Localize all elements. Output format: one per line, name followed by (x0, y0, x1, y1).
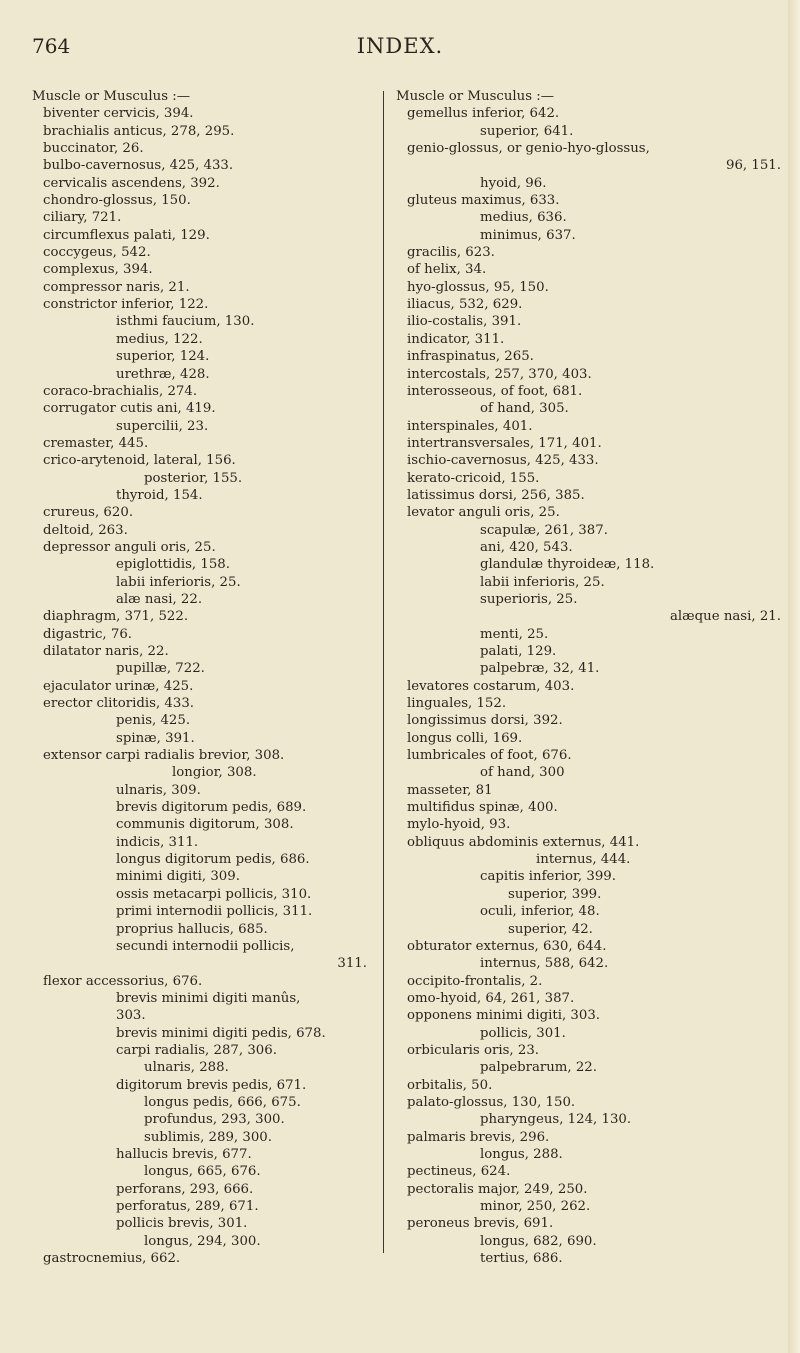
index-entry: kerato-cricoid, 155. (407, 470, 540, 486)
index-entry: ciliary, 721. (43, 210, 122, 226)
index-entry: constrictor inferior, 122. (43, 297, 209, 313)
index-entry: minimus, 637. (480, 227, 576, 243)
index-entry: longus pedis, 666, 675. (144, 1094, 301, 1110)
index-entry: superior, 42. (508, 921, 593, 937)
index-entry: pectineus, 624. (407, 1164, 511, 1180)
index-entry: multifidus spinæ, 400. (407, 800, 558, 816)
index-entry: epiglottidis, 158. (116, 557, 230, 573)
index-entry: labii inferioris, 25. (116, 574, 241, 590)
index-entry: hallucis brevis, 677. (116, 1146, 252, 1162)
index-entry: interosseous, of foot, 681. (407, 383, 583, 399)
index-entry: superior, 124. (116, 349, 210, 365)
index-entry: palmaris brevis, 296. (407, 1129, 550, 1145)
index-entry: intertransversales, 171, 401. (407, 435, 602, 451)
index-entry: ejaculator urinæ, 425. (43, 678, 194, 694)
index-entry: medius, 122. (116, 331, 203, 347)
index-entry: digitorum brevis pedis, 671. (116, 1077, 307, 1093)
index-entry: interspinales, 401. (407, 418, 533, 434)
index-entry: crico-arytenoid, lateral, 156. (43, 453, 236, 469)
index-entry: superior, 641. (480, 123, 574, 139)
index-entry: pollicis, 301. (480, 1025, 566, 1041)
index-entry: flexor accessorius, 676. (43, 973, 203, 989)
index-entry: buccinator, 26. (43, 141, 144, 157)
index-entry: chondro-glossus, 150. (43, 193, 191, 209)
index-entry: of helix, 34. (407, 262, 487, 278)
index-entry: alæque nasi, 21. (669, 609, 781, 625)
index-column-right (396, 88, 791, 1267)
index-entry: coraco-brachialis, 274. (43, 383, 198, 399)
index-entry: deltoid, 263. (43, 522, 128, 538)
index-entry: longissimus dorsi, 392. (407, 713, 563, 729)
page-number: 764 (32, 34, 71, 58)
index-entry: communis digitorum, 308. (116, 817, 294, 833)
index-entry: spinæ, 391. (116, 730, 195, 746)
index-entry: hyoid, 96. (480, 175, 547, 191)
index-entry: hyo-glossus, 95, 150. (407, 279, 549, 295)
index-entry: medius, 636. (480, 210, 567, 226)
index-entry: pharyngeus, 124, 130. (480, 1112, 632, 1128)
index-entry: glandulæ thyroideæ, 118. (480, 557, 655, 573)
index-entry: longus, 665, 676. (144, 1164, 261, 1180)
index-entry: 96, 151. (726, 158, 781, 174)
index-entry: gastrocnemius, 662. (43, 1251, 181, 1267)
index-entry: extensor carpi radialis brevior, 308. (43, 748, 285, 764)
index-entry: opponens minimi digiti, 303. (407, 1008, 601, 1024)
index-entry: perforans, 293, 666. (116, 1181, 254, 1197)
index-entry: labii inferioris, 25. (480, 574, 605, 590)
index-entry: 303. (116, 1008, 146, 1024)
index-entry: dilatator naris, 22. (43, 644, 169, 659)
column-divider (383, 91, 384, 1253)
index-entry: obturator externus, 630, 644. (407, 938, 607, 954)
index-entry: palati, 129. (480, 644, 557, 659)
index-entry: peroneus brevis, 691. (407, 1216, 554, 1232)
index-entry: of hand, 300 (480, 765, 565, 781)
index-entry: gluteus maximus, 633. (407, 193, 560, 209)
index-entry: corrugator cutis ani, 419. (43, 401, 216, 417)
index-entry: orbitalis, 50. (407, 1077, 493, 1093)
index-entry: internus, 588, 642. (480, 956, 609, 972)
index-entry: profundus, 293, 300. (144, 1112, 285, 1128)
index-entry: carpi radialis, 287, 306. (116, 1042, 277, 1058)
index-entry: alæ nasi, 22. (116, 591, 203, 607)
index-entry: complexus, 394. (43, 262, 153, 278)
index-entry: mylo-hyoid, 93. (407, 817, 511, 833)
index-entry: lumbricales of foot, 676. (407, 748, 572, 764)
index-entry: iliacus, 532, 629. (407, 297, 523, 313)
index-entry: crureus, 620. (43, 505, 134, 521)
index-entry: pupillæ, 722. (116, 661, 205, 677)
index-entry: orbicularis oris, 23. (407, 1042, 540, 1058)
index-entry: superioris, 25. (480, 591, 578, 607)
index-entry: depressor anguli oris, 25. (43, 539, 216, 555)
index-entry: compressor naris, 21. (43, 279, 190, 295)
index-entry: Muscle or Musculus :— (32, 89, 191, 104)
index-entry: circumflexus palati, 129. (43, 227, 210, 243)
index-entry: 311. (337, 956, 367, 972)
index-entry: proprius hallucis, 685. (116, 921, 268, 937)
index-entry: linguales, 152. (407, 696, 507, 712)
index-entry: omo-hyoid, 64, 261, 387. (407, 990, 575, 1006)
index-entry: masseter, 81 (407, 782, 493, 798)
index-entry: ulnaris, 309. (116, 782, 201, 798)
index-entry: isthmi faucium, 130. (116, 314, 255, 330)
index-entry: palato-glossus, 130, 150. (407, 1094, 576, 1110)
index-entry: infraspinatus, 265. (407, 349, 534, 365)
index-entry: obliquus abdominis externus, 441. (407, 834, 640, 850)
index-column-left (32, 88, 377, 1267)
index-entry: longus digitorum pedis, 686. (116, 852, 310, 868)
index-entry: genio-glossus, or genio-hyo-glossus, (407, 141, 650, 157)
index-entry: digastric, 76. (43, 626, 133, 642)
index-entry: cremaster, 445. (43, 435, 149, 451)
index-entry: brachialis anticus, 278, 295. (43, 123, 235, 139)
index-entry: longior, 308. (172, 765, 257, 781)
index-entry: longus, 294, 300. (144, 1233, 261, 1249)
index-entry: palpebræ, 32, 41. (480, 661, 600, 677)
index-entry: longus, 288. (480, 1146, 563, 1162)
index-entry: thyroid, 154. (116, 487, 203, 503)
index-entry: of hand, 305. (480, 401, 569, 417)
index-entry: oculi, inferior, 48. (480, 904, 600, 920)
index-entry: brevis minimi digiti pedis, 678. (116, 1025, 326, 1041)
page-title: INDEX. (356, 34, 444, 58)
index-entry: pectoralis major, 249, 250. (407, 1181, 588, 1197)
index-entry: indicator, 311. (407, 331, 505, 347)
index-entry: Muscle or Musculus :— (396, 89, 555, 104)
index-entry: longus, 682, 690. (480, 1233, 597, 1249)
index-entry: intercostals, 257, 370, 403. (407, 366, 592, 382)
index-entry: levator anguli oris, 25. (407, 505, 560, 521)
index-entry: supercilii, 23. (116, 418, 209, 434)
index-entry: biventer cervicis, 394. (43, 106, 194, 122)
index-entry: cervicalis ascendens, 392. (43, 175, 220, 191)
index-entry: erector clitoridis, 433. (43, 696, 195, 712)
index-entry: minor, 250, 262. (480, 1199, 591, 1214)
index-entry: bulbo-cavernosus, 425, 433. (43, 158, 234, 174)
index-entry: longus colli, 169. (407, 730, 523, 746)
index-entry: ani, 420, 543. (480, 539, 573, 555)
index-entry: indicis, 311. (116, 834, 199, 850)
index-entry: internus, 444. (536, 852, 631, 868)
index-entry: pollicis brevis, 301. (116, 1216, 248, 1232)
index-entry: capitis inferior, 399. (480, 869, 616, 885)
index-entry: sublimis, 289, 300. (144, 1129, 272, 1145)
index-entry: posterior, 155. (144, 470, 243, 486)
index-entry: ulnaris, 288. (144, 1060, 229, 1076)
index-entry: ossis metacarpi pollicis, 310. (116, 886, 312, 902)
index-entry: brevis minimi digiti manûs, (116, 990, 301, 1006)
index-entry: levatores costarum, 403. (407, 678, 575, 694)
index-entry: ilio-costalis, 391. (407, 314, 522, 330)
index-entry: tertius, 686. (480, 1251, 563, 1267)
index-entry: superior, 399. (508, 886, 602, 902)
index-entry: latissimus dorsi, 256, 385. (407, 487, 585, 503)
index-entry: ischio-cavernosus, 425, 433. (407, 453, 599, 469)
index-entry: palpebrarum, 22. (480, 1060, 597, 1076)
index-entry: coccygeus, 542. (43, 245, 151, 261)
index-entry: gemellus inferior, 642. (407, 106, 560, 122)
index-entry: urethræ, 428. (116, 366, 210, 382)
index-entry: diaphragm, 371, 522. (43, 609, 189, 625)
index-entry: minimi digiti, 309. (116, 869, 240, 885)
index-entry: perforatus, 289, 671. (116, 1199, 259, 1214)
index-entry: occipito-frontalis, 2. (407, 973, 543, 989)
index-entry: penis, 425. (116, 713, 191, 729)
index-entry: scapulæ, 261, 387. (480, 522, 608, 538)
index-entry: primi internodii pollicis, 311. (116, 904, 313, 920)
index-entry: menti, 25. (480, 626, 549, 642)
index-entry: secundi internodii pollicis, (116, 938, 295, 954)
index-entry: brevis digitorum pedis, 689. (116, 800, 307, 816)
index-entry: gracilis, 623. (407, 245, 495, 261)
